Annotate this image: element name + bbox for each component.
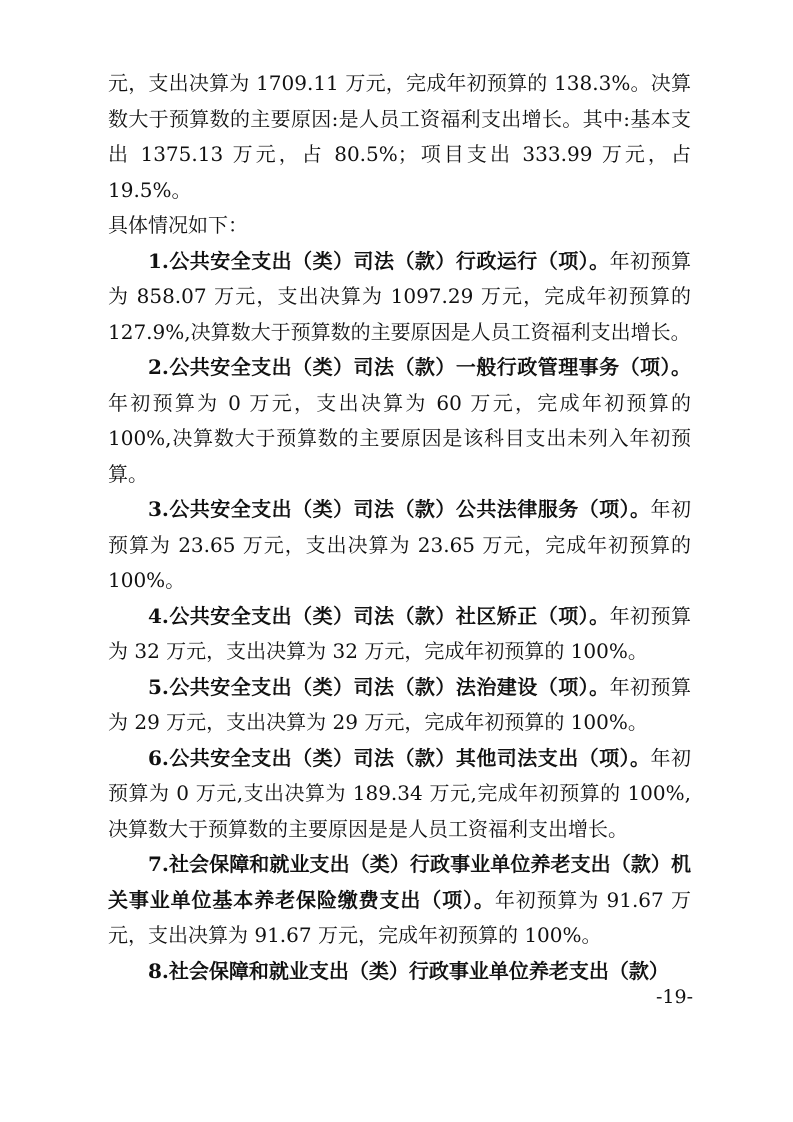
document-body — [108, 66, 691, 989]
page-number: -19- — [655, 986, 693, 1008]
item-title: 8.社会保障和就业支出（类）行政事业单位养老支出（款） — [148, 958, 669, 983]
item-title: 7.社会保障和就业支出（类）行政事业单位养老支出（款）机关事业单位基本养老保险缴费支出（项）。 — [108, 852, 691, 912]
item-8 — [108, 954, 691, 990]
item-body: 年初预算为 0 万元，支出决算为 60 万元，完成年初预算的 100%,决算数大于预算数的主要原因是该科目支出未列入年初预算。 — [108, 390, 691, 486]
item-title: 6.公共安全支出（类）司法（款）其他司法支出（项）。 — [148, 745, 651, 770]
item-3 — [108, 492, 691, 599]
intro-paragraph: 元，支出决算为 1709.11 万元，完成年初预算的 138.3%。决算数大于预算数的主要原因:是人员工资福利支出增长。其中:基本支出 1375.13 万元，占 80.5%；项目支出 333.99 万元，占 19.5%。 — [108, 71, 691, 202]
item-1 — [108, 244, 691, 351]
item-body: 年初预算为 91.67 万元，支出决算为 91.67 万元，完成年初预算的 100%。 — [108, 887, 691, 947]
item-body: 年初预算为 858.07 万元，支出决算为 1097.29 万元，完成年初预算的 127.9%,决算数大于预算数的主要原因是人员工资福利支出增长。 — [108, 248, 691, 344]
item-2 — [108, 350, 691, 492]
item-title: 1.公共安全支出（类）司法（款）行政运行（项）。 — [148, 248, 610, 273]
item-body: 年初预算为 32 万元，支出决算为 32 万元，完成年初预算的 100%。 — [108, 603, 691, 663]
item-body: 年初预算为 0 万元,支出决算为 189.34 万元,完成年初预算的 100%,决算数大于预算数的主要原因是是人员工资福利支出增长。 — [108, 745, 691, 841]
item-body: 年初预算为 23.65 万元，支出决算为 23.65 万元，完成年初预算的 100%。 — [108, 497, 691, 592]
item-7 — [108, 847, 691, 954]
item-4 — [108, 599, 691, 670]
item-title: 5.公共安全支出（类）司法（款）法治建设（项）。 — [148, 674, 610, 699]
item-title: 4.公共安全支出（类）司法（款）社区矫正（项）。 — [148, 603, 610, 628]
item-title: 3.公共安全支出（类）司法（款）公共法律服务（项）。 — [148, 497, 651, 521]
intro-followup: 具体情况如下： — [108, 213, 248, 237]
item-5 — [108, 670, 691, 741]
item-body: 年初预算为 29 万元，支出决算为 29 万元，完成年初预算的 100%。 — [108, 674, 691, 734]
item-6 — [108, 741, 691, 848]
item-title: 2.公共安全支出（类）司法（款）一般行政管理事务（项）。 — [148, 355, 691, 379]
